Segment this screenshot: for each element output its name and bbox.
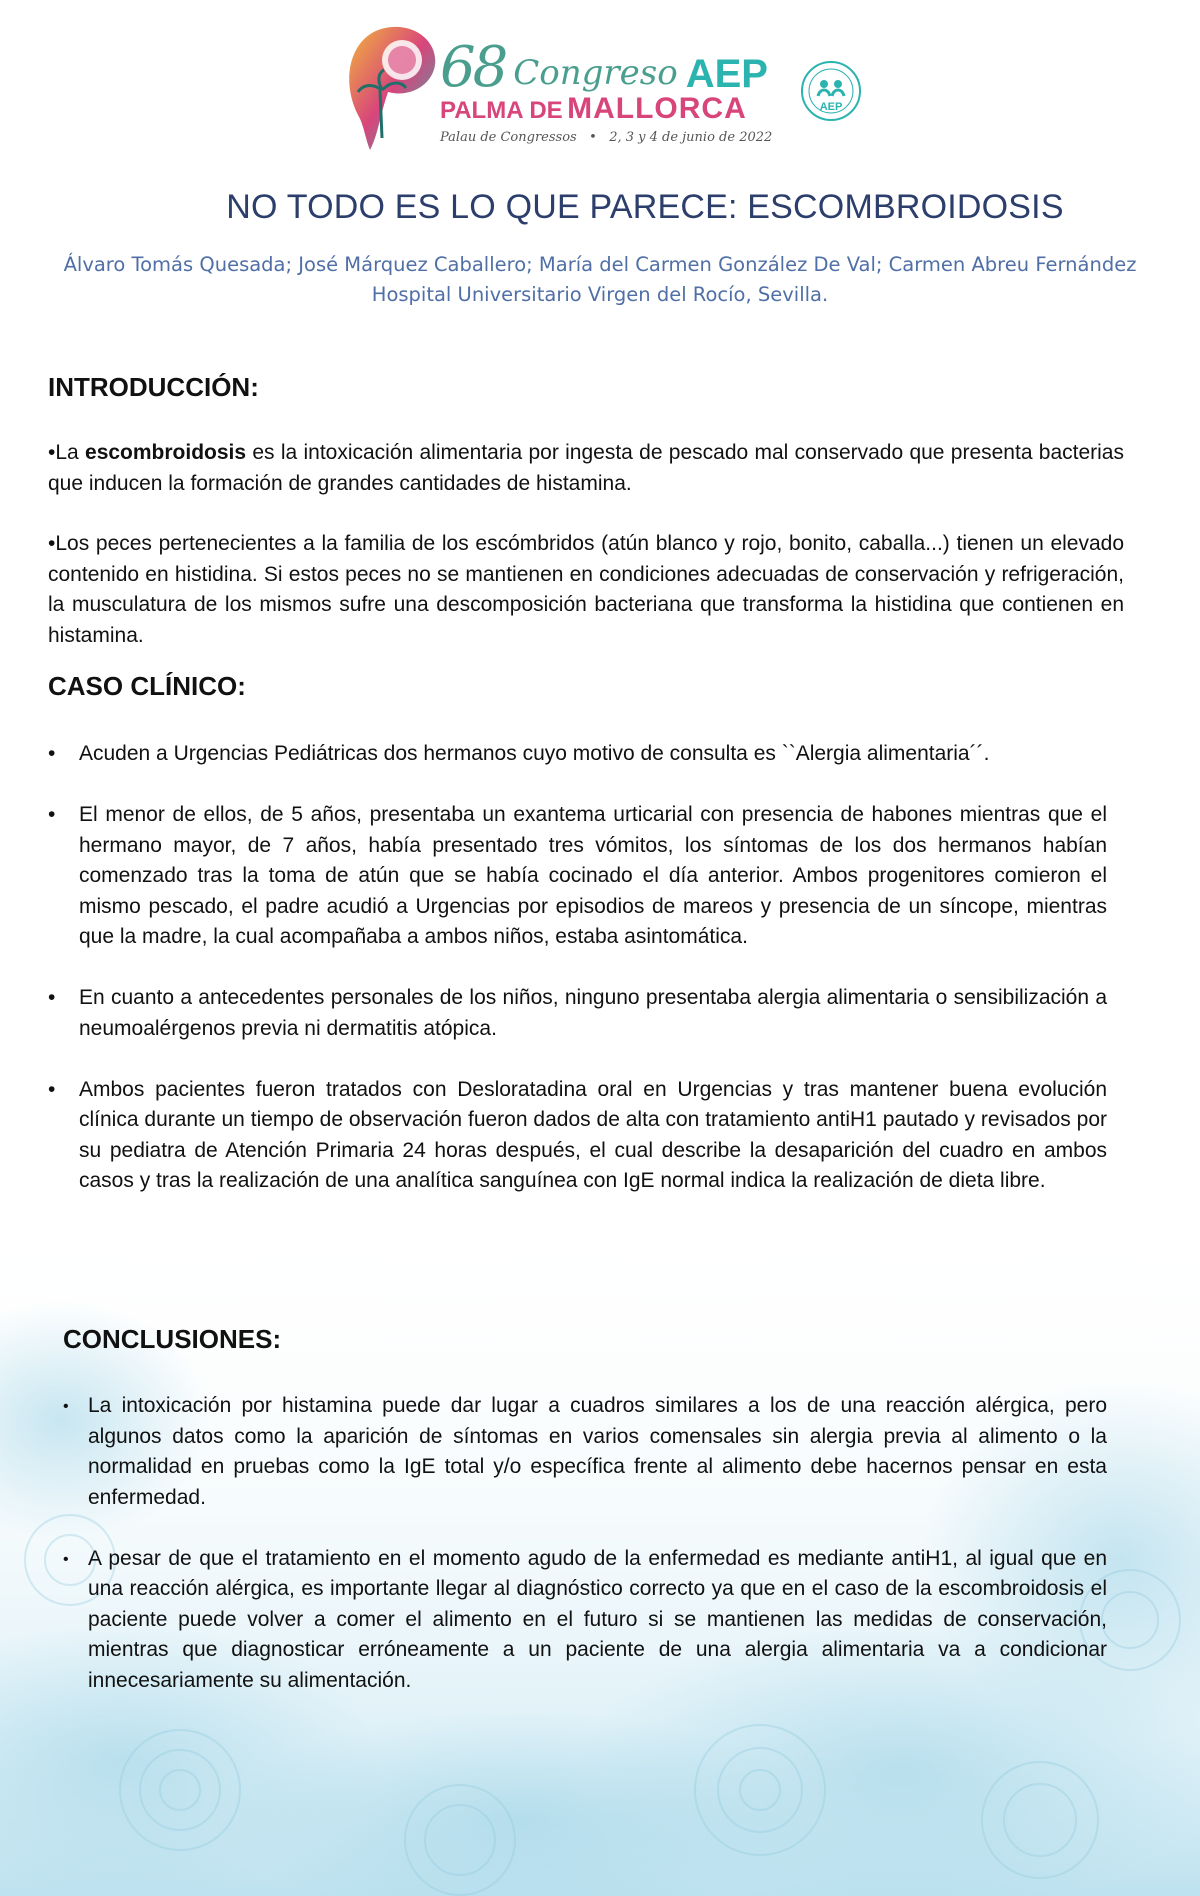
congress-title [440, 35, 773, 145]
conclusions-list [63, 1391, 1107, 1727]
introduction-paragraph-2: •Los peces pertenecientes a la familia de los escómbridos (atún blanco y rojo, bonito, caballa...) tienen un elevado contenido en histidina. Si estos peces no se mantienen en condiciones adecuadas de conservación y refrigeración, la musculatura de los mismos sufre una descomposición bacteriana que transforma la histidina que contienen en histamina. [48, 532, 1124, 647]
introduction-heading: INTRODUCCIÓN: [48, 372, 259, 402]
bullet-dot: • [63, 1398, 69, 1415]
case-item-text: El menor de ellos, de 5 años, presentaba un exantema urticarial con presencia de habones mientras que el hermano mayor, de 7 años, había presentado tres vómitos, los síntomas de los dos hermanos habían comenzado tras la toma de atún que se había cocinado el día anterior. Ambos progenitores comieron el mismo pescado, el padre acudió a Urgencias por episodios de mareos y presencia de un síncope, mientras que la madre, la cual acompañaba a ambos niños, estaba asintomática. [79, 803, 1107, 948]
list-item [63, 1544, 1107, 1697]
case-item-text: Acuden a Urgencias Pediátricas dos hermanos cuyo motivo de consulta es ``Alergia alimentaria´´. [79, 742, 990, 765]
introduction-paragraph-1 [48, 438, 1124, 499]
congress-aep: AEP [685, 52, 768, 96]
venue: Palau de Congressos [440, 130, 577, 145]
separator-dot: • [580, 130, 606, 145]
congress-number: 68 [440, 35, 506, 100]
congress-logo-icon [340, 20, 440, 155]
seal-text: AEP [819, 101, 843, 113]
intro-bold-term: escombroidosis [85, 441, 247, 464]
list-item [48, 983, 1107, 1044]
bullet-dot: • [48, 742, 56, 765]
intro-p1-text: es la intoxicación alimentaria por ingesta de pescado mal conservado que presenta bacterias que inducen la formación de grandes cantidades de histamina. [48, 441, 1124, 495]
authors: Álvaro Tomás Quesada; José Márquez Caballero; María del Carmen González De Val; Carmen Abreu Fernández [63, 253, 1137, 276]
poster-title: NO TODO ES LO QUE PARECE: ESCOMBROIDOSIS [226, 188, 1064, 226]
list-item [48, 739, 1107, 770]
list-item [48, 800, 1107, 953]
case-item-text: En cuanto a antecedentes personales de los niños, ninguno presentaba alergia alimentaria o sensibilización a neumoalérgenos previa ni dermatitis atópica. [79, 986, 1107, 1040]
congress-word: Congreso [513, 53, 678, 93]
aep-seal-icon [800, 60, 862, 122]
list-item [48, 1075, 1107, 1197]
bullet-dot: • [48, 803, 56, 826]
congress-dates: 2, 3 y 4 de junio de 2022 [609, 130, 773, 145]
bullet-dot: • [48, 986, 56, 1009]
case-list [48, 739, 1107, 1227]
list-item [63, 1391, 1107, 1513]
affiliation: Hospital Universitario Virgen del Rocío, Sevilla. [371, 283, 829, 306]
conclusion-item-text: A pesar de que el tratamiento en el momento agudo de la enfermedad es mediante antiH1, al igual que en una reacción alérgica, es importante llegar al diagnóstico correcto ya que en el caso de la escombroidosis el paciente puede volver a comer el alimento en el futuro si se mantienen las medidas de conservación, mientras que diagnosticar erróneamente a un paciente de una alergia alimentaria va a condicionar innecesariamente su alimentación. [88, 1546, 1107, 1692]
case-heading: CASO CLÍNICO: [48, 671, 246, 701]
location-main: MALLORCA [567, 92, 747, 125]
case-item-text: Ambos pacientes fueron tratados con Desloratadina oral en Urgencias y tras mantener buena evolución clínica durante un tiempo de observación fueron dados de alta con tratamiento antiH1 pautado y revisados por su pediatra de Atención Primaria 24 horas después, el cual describe la desaparición del cuadro en ambos casos y tras la realización de una analítica sanguínea con IgE normal indica la realización de dieta libre. [79, 1077, 1107, 1192]
authors-block [20, 250, 1180, 310]
intro-bullet: •La [48, 441, 79, 464]
conclusion-item-text: La intoxicación por histamina puede dar lugar a cuadros similares a los de una reacción alérgica, pero algunos datos como la aparición de síntomas en varios comensales sin alergia previa al alimento o la normalidad en pruebas como la IgE total y/o específica frente al alimento debe hacernos pensar en esta enfermedad. [88, 1394, 1107, 1509]
bullet-dot: • [48, 1077, 56, 1101]
location-prefix: PALMA DE [440, 97, 563, 124]
conclusions-heading: CONCLUSIONES: [63, 1324, 282, 1354]
bullet-dot: • [63, 1550, 69, 1568]
